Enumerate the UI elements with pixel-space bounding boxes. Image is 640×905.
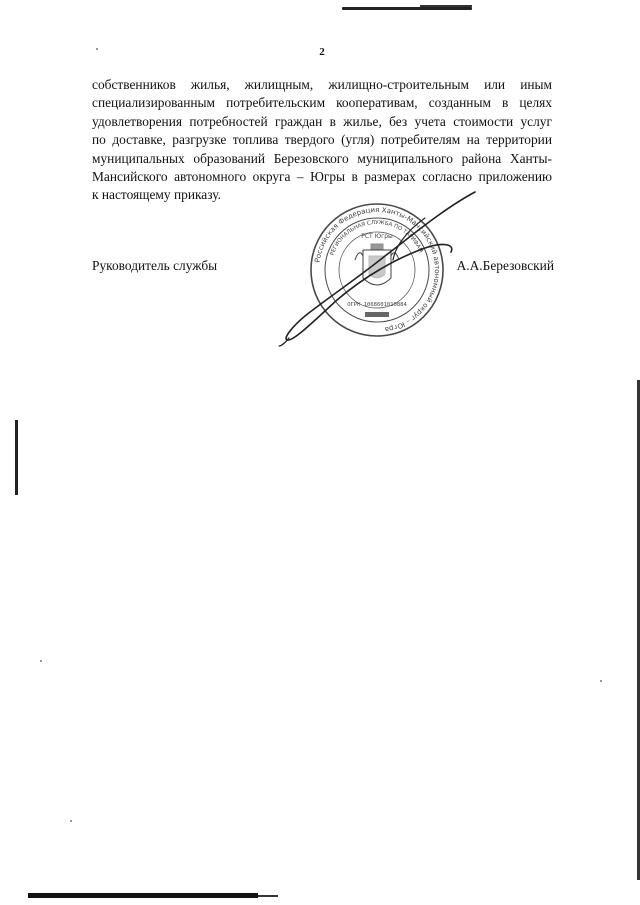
handwritten-signature <box>275 188 485 348</box>
body-line: к настоящему приказу. <box>92 187 221 203</box>
scan-speck <box>96 48 98 50</box>
scan-speck <box>70 820 72 822</box>
scan-artifact-bottom-bar <box>28 893 258 898</box>
body-line: по доставке, разгрузке топлива твердого (угля) потребителям на территории <box>92 132 552 148</box>
seal-outer-text: Российская Федерация Ханты-Мансийский автономный округ – Югра <box>313 205 442 334</box>
seal-inner-text: РЕГИОНАЛЬНАЯ СЛУЖБА ПО ТАРИФАМ <box>329 219 424 257</box>
signatory-position: Руководитель службы <box>92 258 218 273</box>
scan-artifact-top-line-thin <box>420 5 472 7</box>
page-number: 2 <box>319 46 325 58</box>
scan-artifact-left-mark <box>15 420 18 495</box>
body-line: муниципальных образований Березовского муниципального района Ханты- <box>92 150 552 166</box>
body-line: удовлетворения потребностей граждан в жилье, без учета стоимости услуг <box>92 113 552 129</box>
body-line: Мансийского автономного округа – Югры в размерах согласно приложению <box>92 169 552 185</box>
body-line: специализированным потребительским кооперативам, созданным в целях <box>92 95 552 111</box>
body-line: собственников жилья, жилищным, жилищно-строительным или иным <box>92 77 552 92</box>
scan-artifact-top-line <box>342 7 472 10</box>
signatory-name: А.А.Березовский <box>456 258 554 273</box>
seal-center-text: РСТ Югры <box>361 233 393 240</box>
seal-ogrn: ОГРН 1068601010884 <box>347 302 407 308</box>
scan-speck <box>40 660 42 662</box>
body-paragraph <box>92 76 552 205</box>
scan-artifact-bottom-bar-thin <box>258 895 278 897</box>
scan-speck <box>600 680 602 682</box>
